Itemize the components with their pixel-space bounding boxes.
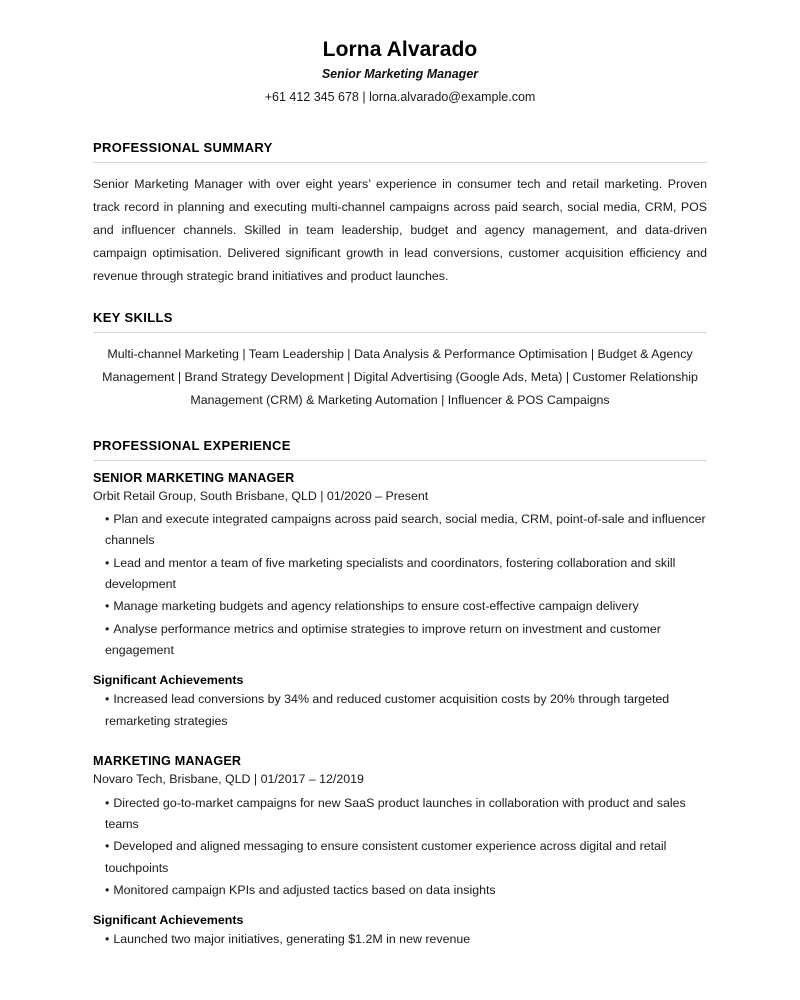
section-divider — [93, 162, 707, 163]
list-item — [93, 793, 707, 836]
list-item — [93, 553, 707, 596]
bullet-icon: • — [105, 883, 110, 898]
experience-entry — [93, 754, 707, 951]
candidate-name: Lorna Alvarado — [322, 38, 478, 61]
list-item — [93, 689, 707, 732]
experience-bullet-list — [93, 793, 707, 902]
section-heading-experience: PROFESSIONAL EXPERIENCE — [93, 437, 291, 453]
list-item-text: Analyse performance metrics and optimise strategies to improve return on investment and customer engagement — [105, 621, 661, 658]
list-item — [93, 619, 707, 662]
list-item-text: Developed and aligned messaging to ensure consistent customer experience across digital and retail touchpoints — [105, 839, 667, 875]
bullet-icon: • — [105, 512, 110, 527]
list-item-text: Increased lead conversions by 34% and reduced customer acquisition costs by 20% through targeted remarketing strategies — [105, 692, 670, 728]
bullet-icon: • — [105, 795, 110, 810]
summary-body-text: Senior Marketing Manager with over eight years’ experience in consumer tech and retail marketing. Proven track record in planning and executing multi-channel campaigns across paid search, social media, CRM, POS and influencer channels. Skilled in team leadership, budget and agency management, and data-driven campaign optimisation. Delivered significant growth in lead conversions, customer acquisition efficiency and revenue through strategic brand initiatives and product launches. — [93, 177, 707, 283]
experience-company-dates: Novaro Tech, Brisbane, QLD | 01/2017 – 12/2019 — [93, 772, 364, 787]
list-item-text: Monitored campaign KPIs and adjusted tactics based on data insights — [113, 883, 496, 898]
bullet-icon: • — [105, 839, 110, 854]
experience-job-title: MARKETING MANAGER — [93, 754, 242, 769]
list-item-text: Manage marketing budgets and agency relationships to ensure cost-effective campaign delivery — [113, 599, 639, 614]
list-item — [93, 880, 707, 901]
bullet-icon: • — [105, 599, 110, 614]
section-divider — [93, 460, 707, 461]
list-item — [93, 836, 707, 879]
section-key-skills — [93, 310, 707, 412]
section-heading-key-skills: KEY SKILLS — [93, 309, 173, 325]
candidate-contact-line: +61 412 345 678 | lorna.alvarado@example.com — [264, 90, 536, 105]
bullet-icon: • — [105, 932, 110, 947]
resume-header — [93, 36, 707, 106]
list-item-text: Directed go-to-market campaigns for new SaaS product launches in collaboration with product and sales teams — [105, 795, 686, 832]
achievements-list — [93, 689, 707, 732]
section-professional-summary — [93, 140, 707, 288]
achievements-heading: Significant Achievements — [93, 913, 244, 928]
list-item-text: Plan and execute integrated campaigns across paid search, social media, CRM, point-of-sale and influencer channels — [105, 512, 706, 548]
bullet-icon: • — [105, 555, 110, 570]
section-professional-experience — [93, 438, 707, 951]
achievements-heading: Significant Achievements — [93, 673, 244, 688]
experience-bullet-list — [93, 509, 707, 661]
experience-entry — [93, 471, 707, 733]
section-heading-summary: PROFESSIONAL SUMMARY — [93, 140, 273, 156]
key-skills-list: Multi-channel Marketing | Team Leadership | Data Analysis & Performance Optimisation | Budget & Agency Management | Brand Strategy Development | Digital Advertising (Google Ads, Meta) | Customer Relationship Management (CRM) & Marketing Automation | Influencer & POS Campaigns — [102, 346, 698, 407]
experience-company-dates: Orbit Retail Group, South Brisbane, QLD | 01/2020 – Present — [93, 488, 429, 503]
bullet-icon: • — [105, 692, 110, 707]
list-item — [93, 596, 707, 617]
achievements-list — [93, 929, 707, 950]
experience-job-title: SENIOR MARKETING MANAGER — [93, 470, 295, 485]
candidate-job-title: Senior Marketing Manager — [321, 67, 479, 82]
bullet-icon: • — [105, 621, 110, 636]
list-item-text: Lead and mentor a team of five marketing specialists and coordinators, fostering collaboration and skill development — [105, 555, 676, 592]
list-item-text: Launched two major initiatives, generating $1.2M in new revenue — [113, 932, 471, 947]
list-item — [93, 929, 707, 950]
section-divider — [93, 332, 707, 333]
list-item — [93, 509, 707, 552]
